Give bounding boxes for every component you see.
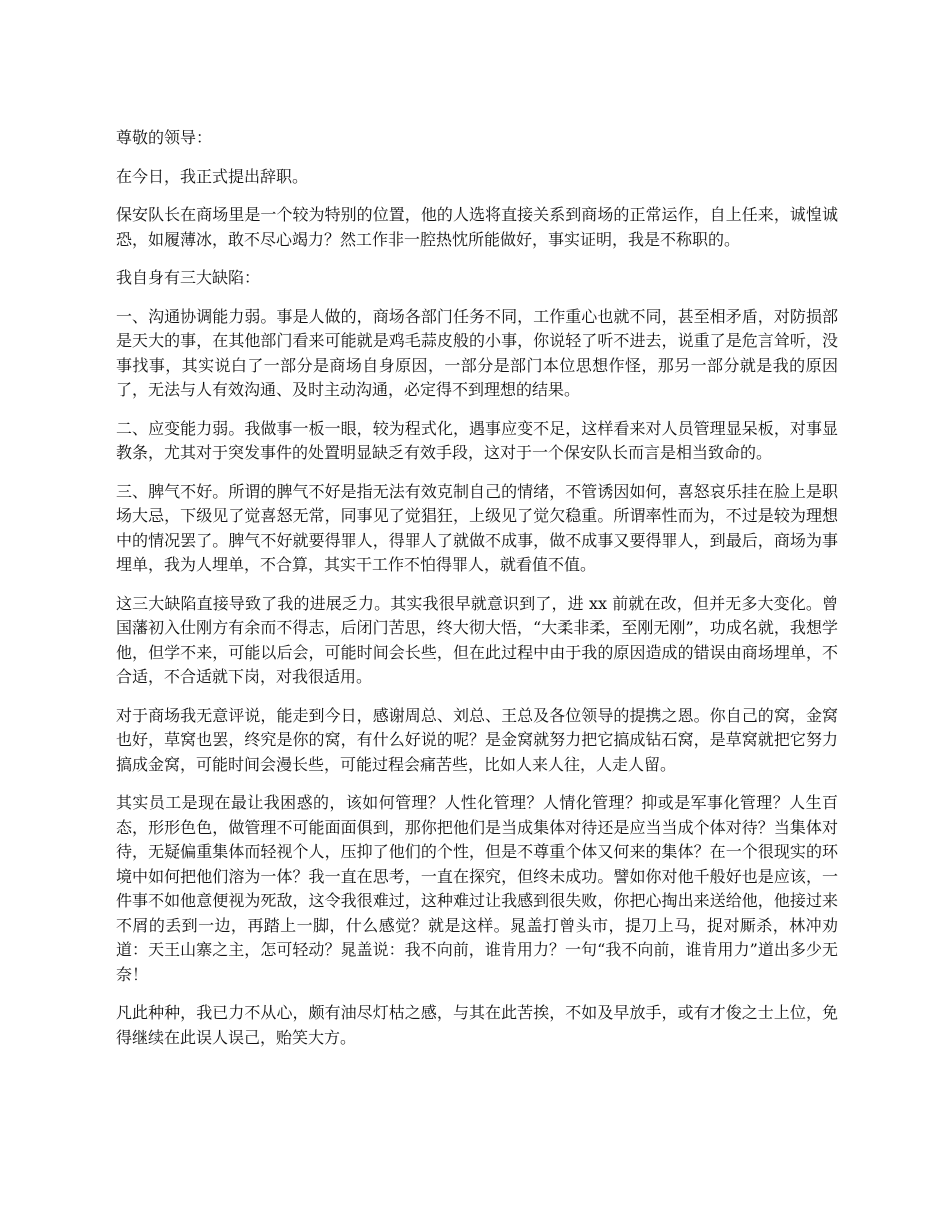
- paragraph-resignation-statement: 在今日，我正式提出辞职。: [116, 166, 309, 186]
- paragraph-position-context: 保安队长在商场里是一个较为特别的位置，他的人选将直接关系到商场的正常运作，自上任来，诚惶诚恐，如履薄冰，敢不尽心竭力？然工作非一腔热忱所能做好，事实证明，我是不称职的。: [116, 205, 838, 249]
- paragraph-gratitude: 对于商场我无意评说，能走到今日，感谢周总、刘总、王总及各位领导的提携之恩。你自己的窝，金窝也好，草窝也罢，终究是你的窝，有什么好说的呢？是金窝就努力把它搞成钻石窝，是草窝就把它努力搞成金窝，可能时间会漫长些，可能过程会痛苦些，比如人来人往，人走人留。: [116, 705, 838, 774]
- paragraph-staff-management: 其实员工是现在最让我困惑的，该如何管理？人性化管理？人情化管理？抑或是军事化管理？人生百态，形形色色，做管理不可能面面俱到，那你把他们是当成集体对待还是应当当成个体对待？当集体对待，无疑偏重集体而轻视个人，压抑了他们的个性，但是不尊重个体又何来的集体？在一个很现实的环境中如何把他们溶为一体？我一直在思考，一直在探究，但终未成功。譬如你对他千般好也是应该，一件事不如他意便视为死敌，这令我很难过，这种难过让我感到很失败，你把心掏出来送给他，他接过来不屑的丢到一边，再踏上一脚，什么感觉？就是这样。晁盖打曾头市，提刀上马，捉对厮杀，林冲劝道：天王山寨之主，怎可轻动？晁盖说：我不向前，谁肯用力？一句“我不向前，谁肯用力”道出多少无奈！: [116, 793, 838, 984]
- salutation: 尊敬的领导：: [116, 128, 213, 147]
- paragraph-defect-communication: 一、沟通协调能力弱。事是人做的，商场各部门任务不同，工作重心也就不同，甚至相矛盾，对防损部是天大的事，在其他部门看来可能就是鸡毛蒜皮般的小事，你说轻了听不进去，说重了是危言耸听，没事找事，其实说白了一部分是商场自身原因，一部分是部门本位思想作怪，那另一部分就是我的原因了，无法与人有效沟通、及时主动沟通，必定得不到理想的结果。: [116, 306, 838, 399]
- paragraph-conclusion: 凡此种种，我已力不从心，颇有油尽灯枯之感，与其在此苦挨，不如及早放手，或有才俊之士上位，免得继续在此误人误己，贻笑大方。: [116, 1003, 838, 1047]
- paragraph-three-defects-intro: 我自身有三大缺陷：: [116, 268, 261, 287]
- paragraph-defect-temper: 三、脾气不好。所谓的脾气不好是指无法有效克制自己的情绪，不管诱因如何，喜怒哀乐挂在脸上是职场大忌，下级见了觉喜怒无常，同事见了觉猖狂，上级见了觉欠稳重。所谓率性而为，不过是较为理想中的情况罢了。脾气不好就要得罪人，得罪人了就做不成事，做不成事又要得罪人，到最后，商场为事埋单，我为人埋单，不合算，其实干工作不怕得罪人，就看值不值。: [116, 481, 838, 574]
- paragraph-defect-adaptability: 二、应变能力弱。我做事一板一眼，较为程式化，遇事应变不足，这样看来对人员管理显呆板，对事显教条，尤其对于突发事件的处置明显缺乏有效手段，这对于一个保安队长而言是相当致命的。: [116, 418, 838, 462]
- letter-body: [116, 126, 838, 1064]
- paragraph-consequences: 这三大缺陷直接导致了我的进展乏力。其实我很早就意识到了，进 xx 前就在改，但并无多大变化。曾国藩初入仕刚方有余而不得志，后闭门苦思，终大彻大悟，“大柔非柔，至刚无刚”，功成名就，我想学他，但学不来，可能以后会，可能时间会长些，但在此过程中由于我的原因造成的错误由商场埋单，不合适，不合适就下岗，对我很适用。: [116, 593, 838, 686]
